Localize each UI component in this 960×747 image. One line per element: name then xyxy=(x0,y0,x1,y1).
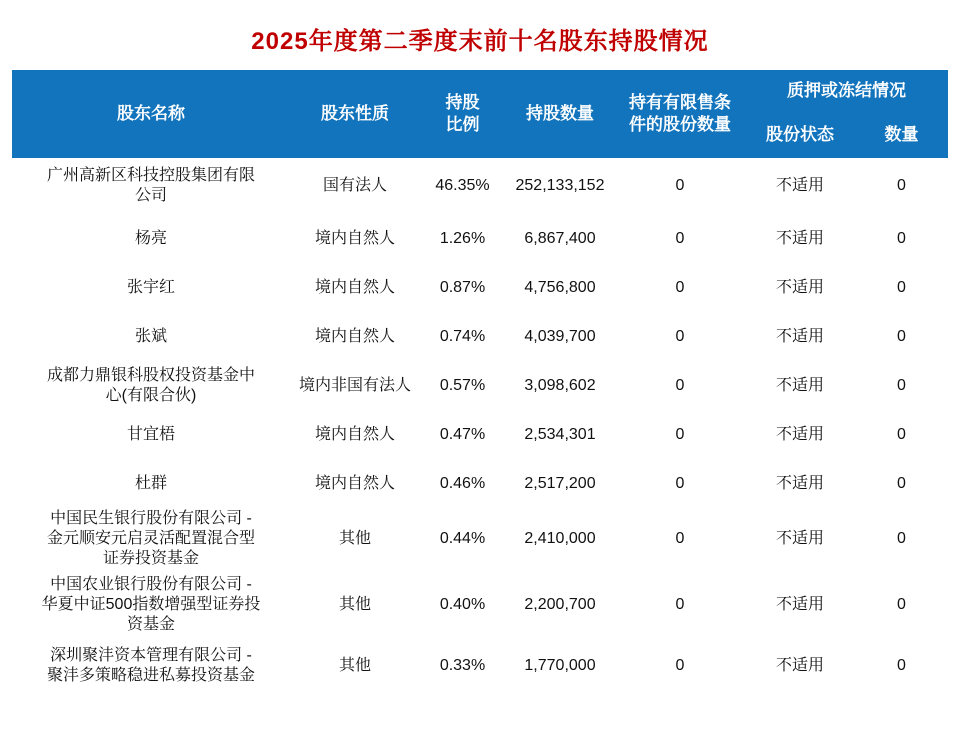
shareholder-name-cell: 杜群 xyxy=(134,474,167,492)
table-row xyxy=(12,459,948,508)
shareholder-nature-cell: 境内非国有法人 xyxy=(298,376,411,394)
pledge-quantity-cell: 0 xyxy=(897,229,906,247)
shareholder-name-cell: 成都力鼎银科股权投资基金中心(有限合伙) xyxy=(46,366,255,404)
restricted-shares-cell: 0 xyxy=(675,530,685,547)
pledge-quantity-cell: 0 xyxy=(897,530,906,547)
table-row xyxy=(12,410,948,459)
share-status-cell: 不适用 xyxy=(775,474,824,492)
col-header-quantity: 数量 xyxy=(884,125,919,144)
restricted-shares-cell: 0 xyxy=(675,596,685,613)
restricted-shares-cell: 0 xyxy=(675,177,685,194)
shareholder-name-cell: 甘宜梧 xyxy=(126,425,175,443)
col-header-restricted-shares-label: 持有有限售条件的股份数量 xyxy=(629,93,731,134)
shares-held-cell: 2,517,200 xyxy=(524,474,596,492)
pledge-quantity-cell: 0 xyxy=(897,425,906,443)
shareholders-table xyxy=(12,70,948,692)
shareholder-nature-cell: 境内自然人 xyxy=(314,278,395,296)
restricted-shares-cell: 0 xyxy=(675,657,685,674)
report-page xyxy=(0,27,960,747)
share-status-cell: 不适用 xyxy=(775,530,824,547)
shareholder-name-cell: 张宇红 xyxy=(126,278,175,296)
holding-ratio-cell: 1.26% xyxy=(439,229,486,247)
restricted-shares-cell: 0 xyxy=(675,474,685,492)
share-status-cell: 不适用 xyxy=(775,177,824,194)
shareholder-name-cell: 张斌 xyxy=(134,327,167,345)
shareholder-nature-cell: 其他 xyxy=(338,596,371,613)
shareholder-name-cell: 中国农业银行股份有限公司 - 华夏中证500指数增强型证券投资基金 xyxy=(41,576,261,633)
pledge-quantity-cell: 0 xyxy=(897,376,906,394)
shareholder-nature-cell: 境内自然人 xyxy=(314,425,395,443)
restricted-shares-cell: 0 xyxy=(675,376,685,394)
pledge-quantity-cell: 0 xyxy=(897,474,906,492)
col-header-holding-ratio-label: 持股比例 xyxy=(445,93,480,134)
shareholder-nature-cell: 国有法人 xyxy=(322,177,387,194)
restricted-shares-cell: 0 xyxy=(675,327,685,345)
col-header-shareholder-name: 股东名称 xyxy=(117,104,185,123)
shares-held-cell: 4,756,800 xyxy=(524,278,596,296)
table-row xyxy=(12,361,948,410)
table-row xyxy=(12,570,948,640)
col-header-shares-held: 持股数量 xyxy=(526,104,594,123)
pledge-quantity-cell: 0 xyxy=(897,177,906,194)
holding-ratio-cell: 0.44% xyxy=(439,530,486,547)
shareholder-nature-cell: 其他 xyxy=(338,657,371,674)
shares-held-cell: 3,098,602 xyxy=(524,376,596,394)
page-title: 2025年度第二季度末前十名股东持股情况 xyxy=(251,28,709,55)
table-row xyxy=(12,508,948,570)
shares-held-cell: 6,867,400 xyxy=(524,229,596,247)
pledge-quantity-cell: 0 xyxy=(897,278,906,296)
pledge-quantity-cell: 0 xyxy=(897,596,906,613)
restricted-shares-cell: 0 xyxy=(675,229,685,247)
holding-ratio-cell: 0.40% xyxy=(439,596,486,613)
col-header-pledge-or-freeze: 质押或冻结情况 xyxy=(787,81,906,100)
share-status-cell: 不适用 xyxy=(775,596,824,613)
table-row xyxy=(12,214,948,263)
holding-ratio-cell: 46.35% xyxy=(435,177,490,194)
col-header-holding-ratio xyxy=(420,70,505,158)
restricted-shares-cell: 0 xyxy=(675,425,685,443)
shareholder-name-cell: 深圳聚沣资本管理有限公司 - 聚沣多策略稳进私募投资基金 xyxy=(46,647,255,684)
shares-held-cell: 1,770,000 xyxy=(524,657,596,674)
col-header-share-status: 股份状态 xyxy=(766,125,834,144)
share-status-cell: 不适用 xyxy=(775,278,824,296)
share-status-cell: 不适用 xyxy=(775,425,824,443)
table-row xyxy=(12,158,948,214)
holding-ratio-cell: 0.46% xyxy=(439,474,486,492)
share-status-cell: 不适用 xyxy=(775,376,824,394)
shareholder-nature-cell: 其他 xyxy=(338,530,371,547)
holding-ratio-cell: 0.87% xyxy=(439,278,486,296)
share-status-cell: 不适用 xyxy=(775,657,824,674)
shares-held-cell: 2,534,301 xyxy=(524,425,596,443)
shares-held-cell: 2,410,000 xyxy=(524,530,596,547)
holding-ratio-cell: 0.57% xyxy=(439,376,486,394)
table-row xyxy=(12,263,948,312)
table-row xyxy=(12,640,948,692)
pledge-quantity-cell: 0 xyxy=(897,327,906,345)
shareholder-nature-cell: 境内自然人 xyxy=(314,474,395,492)
shareholder-nature-cell: 境内自然人 xyxy=(314,327,395,345)
shareholder-name-cell: 广州高新区科技控股集团有限公司 xyxy=(46,167,255,204)
holding-ratio-cell: 0.33% xyxy=(439,657,486,674)
table-row xyxy=(12,312,948,361)
holding-ratio-cell: 0.47% xyxy=(439,425,486,443)
pledge-quantity-cell: 0 xyxy=(897,657,906,674)
table-body xyxy=(12,158,948,692)
shares-held-cell: 2,200,700 xyxy=(524,596,596,613)
restricted-shares-cell: 0 xyxy=(675,278,685,296)
shares-held-cell: 252,133,152 xyxy=(515,177,605,194)
share-status-cell: 不适用 xyxy=(775,327,824,345)
holding-ratio-cell: 0.74% xyxy=(439,327,486,345)
col-header-restricted-shares xyxy=(615,70,745,158)
shareholder-name-cell: 杨亮 xyxy=(134,229,167,247)
table-header xyxy=(12,70,948,158)
col-header-shareholder-nature: 股东性质 xyxy=(321,104,389,123)
share-status-cell: 不适用 xyxy=(775,229,824,247)
shareholder-nature-cell: 境内自然人 xyxy=(314,229,395,247)
shareholder-name-cell: 中国民生银行股份有限公司 - 金元顺安元启灵活配置混合型证券投资基金 xyxy=(46,510,255,567)
shares-held-cell: 4,039,700 xyxy=(524,327,596,345)
